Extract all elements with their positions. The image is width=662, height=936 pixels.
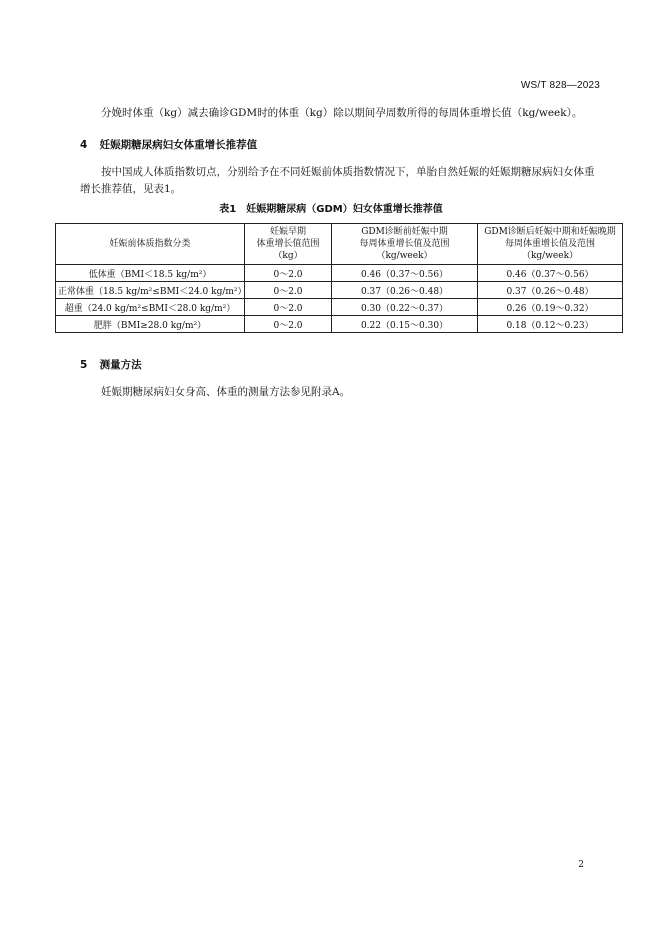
header-line: （kg/week）	[521, 251, 579, 261]
weight-gain-table	[55, 223, 623, 333]
table-cell: 0～2.0	[245, 265, 332, 282]
section-5-heading	[80, 357, 142, 372]
table-cell: 0～2.0	[245, 299, 332, 316]
table-cell: 0.26（0.19～0.32）	[478, 299, 623, 316]
table-cell: 0～2.0	[245, 282, 332, 299]
header-line: （kg）	[273, 251, 303, 261]
section-title: 妊娠期糖尿病妇女体重增长推荐值	[99, 139, 258, 151]
section-4-body: 按中国成人体质指数切点，分别给予在不同妊娠前体质指数情况下，单胎自然妊娠的妊娠期糖尿病妇女体重增长推荐值，见表1。	[80, 166, 595, 195]
section-number: 4	[80, 139, 88, 151]
header-cell	[245, 224, 332, 265]
section-4-heading	[80, 137, 257, 152]
table-caption: 表1 妊娠期糖尿病（GDM）妇女体重增长推荐值	[219, 204, 443, 215]
table-row	[56, 265, 623, 282]
standard-code: WS/T 828—2023	[520, 80, 600, 91]
table-cell: 0.30（0.22～0.37）	[332, 299, 478, 316]
header-line: GDM诊断后妊娠中期和妊娠晚期	[484, 227, 616, 237]
section-5-body: 妊娠期糖尿病妇女身高、体重的测量方法参见附录A。	[101, 386, 351, 398]
table-cell: 肥胖（BMI≥28.0 kg/m²）	[56, 316, 245, 333]
header-line: GDM诊断前妊娠中期	[361, 227, 448, 237]
table-row	[56, 299, 623, 316]
table-cell: 0.46（0.37～0.56）	[332, 265, 478, 282]
table-row	[56, 282, 623, 299]
header-line: （kg/week）	[376, 251, 433, 261]
table-row	[56, 316, 623, 333]
table-cell: 0.22（0.15～0.30）	[332, 316, 478, 333]
header-line: 妊娠早期	[269, 227, 306, 237]
table-cell: 0.37（0.26～0.48）	[478, 282, 623, 299]
table-header-row	[56, 224, 623, 265]
section-number: 5	[80, 359, 88, 371]
header-line: 妊娠前体质指数分类	[109, 239, 191, 249]
header-line: 体重增长值范围	[256, 239, 320, 249]
page-number: 2	[578, 860, 584, 870]
table-cell: 0.37（0.26～0.48）	[332, 282, 478, 299]
header-cell	[332, 224, 478, 265]
table-cell: 0.46（0.37～0.56）	[478, 265, 623, 282]
table-cell: 低体重（BMI＜18.5 kg/m²）	[56, 265, 245, 282]
header-cell	[478, 224, 623, 265]
section-title: 测量方法	[99, 359, 142, 371]
table-cell: 0.18（0.12～0.23）	[478, 316, 623, 333]
table-cell: 正常体重（18.5 kg/m²≤BMI＜24.0 kg/m²）	[56, 282, 245, 299]
header-line: 每周体重增长值及范围	[359, 239, 450, 249]
table-cell: 超重（24.0 kg/m²≤BMI＜28.0 kg/m²）	[56, 299, 245, 316]
header-cell	[56, 224, 245, 265]
table-cell: 0～2.0	[245, 316, 332, 333]
intro-paragraph: 分娩时体重（kg）减去确诊GDM时的体重（kg）除以期间孕周数所得的每周体重增长值（kg/week）。	[101, 107, 583, 119]
header-line: 每周体重增长值及范围	[504, 239, 595, 249]
